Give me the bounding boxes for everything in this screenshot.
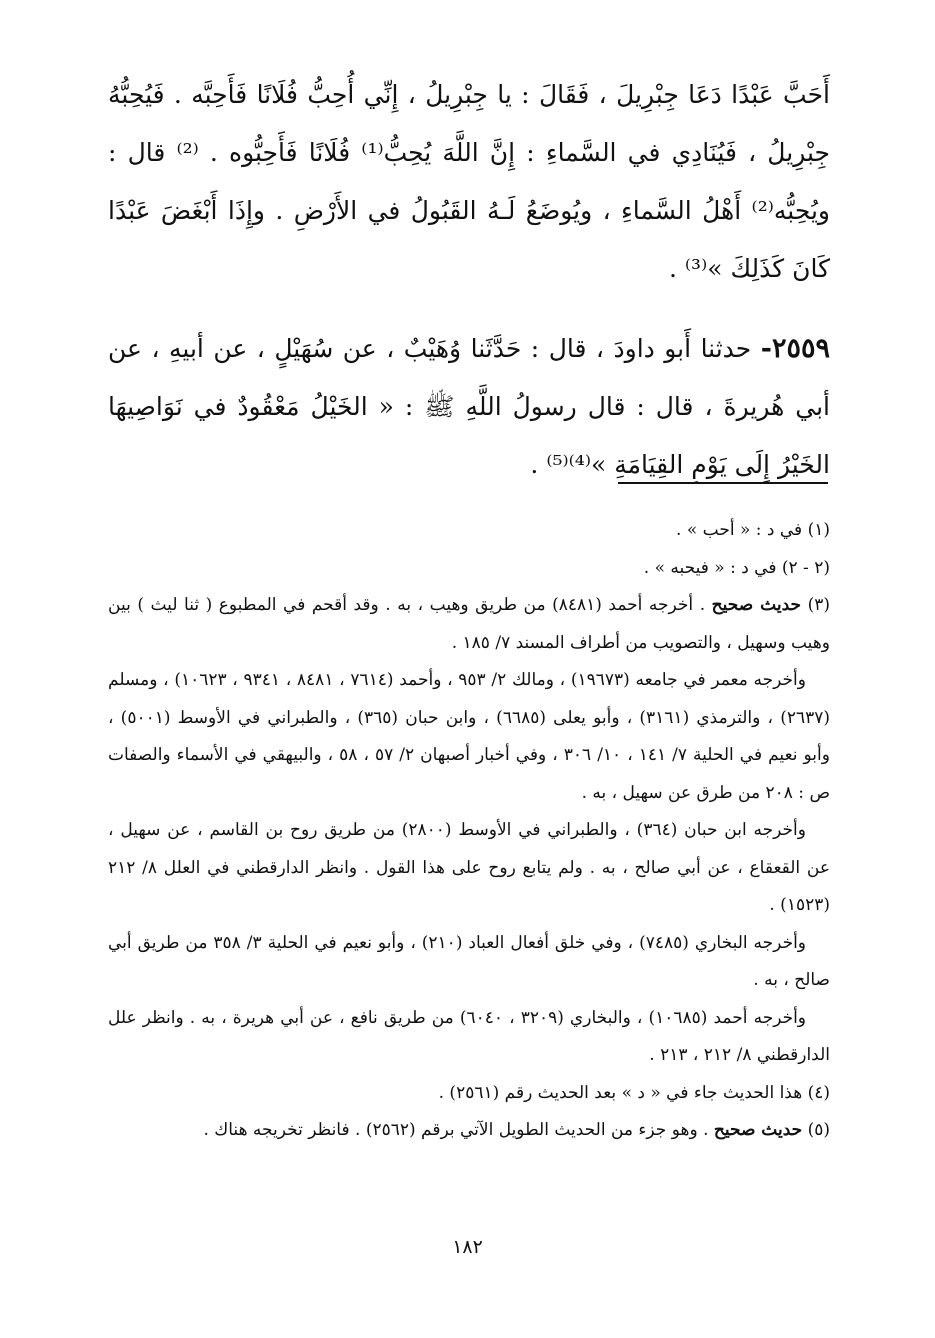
footnote-3 bbox=[108, 587, 830, 662]
footnote-text: . أخرجه أحمد (٨٤٨١) من طريق وهيب ، به . وقد أقحم في المطبوع ( ثنا ليث ) بين وهيب وسهيل ، والتصويب من أطراف المسند ٧/ ١٨٥ . bbox=[108, 595, 830, 653]
footnote-separator bbox=[618, 482, 828, 484]
footnote-3-paragraph: وأخرجه معمر في جامعه (١٩٦٧٣) ، ومالك ٢/ ٩٥٣ ، وأحمد (٧٦١٤ ، ٨٤٨١ ، ٩٣٤١ ، ١٠٦٢٣) ، ومسلم (٢٦٣٧) ، والترمذي (٣١٦١) ، وأبو يعلى (٦٦٨٥) ، وابن حبان (٣٦٥) ، والطبراني في الأوسط (٥٠٠١) ، وأبو نعيم في الحلية ٧/ ١٤١ ، ١٠/ ٣٠٦ ، وفي أخبار أصبهان ٢/ ٥٧ ، ٥٨ ، والبيهقي في الأسماء والصفات ص : ٢٠٨ من طرق عن سهيل ، به . bbox=[108, 670, 830, 803]
footnote-3-paragraph: وأخرجه البخاري (٧٤٨٥) ، وفي خلق أفعال العباد (٢١٠) ، وأبو نعيم في الحلية ٣/ ٣٥٨ من طريق أبي صالح ، به . bbox=[108, 932, 830, 990]
footnote-4: (٤) هذا الحديث جاء في « د » بعد الحديث رقم (٢٥٦١) . bbox=[438, 1082, 830, 1103]
hadith-grade: حديث صحيح bbox=[711, 595, 802, 615]
hadith-grade: حديث صحيح bbox=[713, 1120, 803, 1140]
footnote-1: (١) في د : « أحب » . bbox=[676, 520, 830, 540]
hadith-2558-ending: أَحَبَّ عَبْدًا دَعَا جِبْرِيلَ ، فَقَالَ : يا جِبْرِيلُ ، إِنِّي أُحِبُّ فُلَانًا فَأَحِبَّه . فَيُحِبُّهُ جِبْرِيلُ ، فَيُنَادِي في السَّماءِ : إِنَّ اللَّهَ يُحِبُّ⁽¹⁾ فُلَانًا فَأَحِبُّوه . ⁽²⁾ قال : ويُحِبُّه⁽²⁾ أَهْلُ السَّماءِ ، ويُوضَعُ لَـهُ القَبُولُ في الأَرْضِ . وإِذَا أَبْغَضَ عَبْدًا كَانَ كَذَلِكَ »⁽³⁾ . bbox=[108, 80, 830, 283]
footnote-5 bbox=[108, 1112, 830, 1150]
footnotes bbox=[108, 512, 830, 1150]
main-text bbox=[108, 66, 830, 494]
footnote-3-paragraph: وأخرجه ابن حبان (٣٦٤) ، والطبراني في الأوسط (٢٨٠٠) من طريق روح بن القاسم ، عن سهيل ، عن القعقاع ، عن أبي صالح ، به . ولم يتابع روح على هذا القول . وانظر الدارقطني في العلل ٨/ ٢١٢ (١٥٢٣) . bbox=[108, 820, 830, 915]
footnote-3-paragraph: وأخرجه أحمد (١٠٦٨٥) ، والبخاري (٣٢٠٩ ، ٦٠٤٠) من طريق نافع ، عن أبي هريرة ، به . وانظر علل الدارقطني ٨/ ٢١٢ ، ٢١٣ . bbox=[108, 1007, 830, 1065]
hadith-number: ٢٥٥٩- bbox=[760, 333, 830, 364]
footnote-label: (٥) bbox=[807, 1120, 830, 1140]
footnote-label: (٣) bbox=[807, 595, 830, 615]
page-number: ١٨٢ bbox=[452, 1236, 483, 1258]
hadith-2559 bbox=[108, 320, 830, 494]
footnote-text: . وهو جزء من الحديث الطويل الآتي برقم (٢٥٦٢) . فانظر تخريجه هناك . bbox=[203, 1120, 709, 1140]
hadith-text: حدثنا أَبو داودَ ، قال : حَدَّثَنا وُهَيْبٌ ، عن سُهَيْلٍ ، عن أبيهِ ، عن أبي هُريرةَ ، قال : قال رسولُ اللَّهِ ﷺ : « الخَيْلُ مَعْقُودٌ في نَوَاصِيهَا الخَيْرُ إِلَى يَوْمِ القِيَامَةِ »⁽⁴⁾⁽⁵⁾ . bbox=[108, 334, 830, 479]
footnote-2: (٢ - ٢) في د : « فيحبه » . bbox=[643, 557, 830, 578]
